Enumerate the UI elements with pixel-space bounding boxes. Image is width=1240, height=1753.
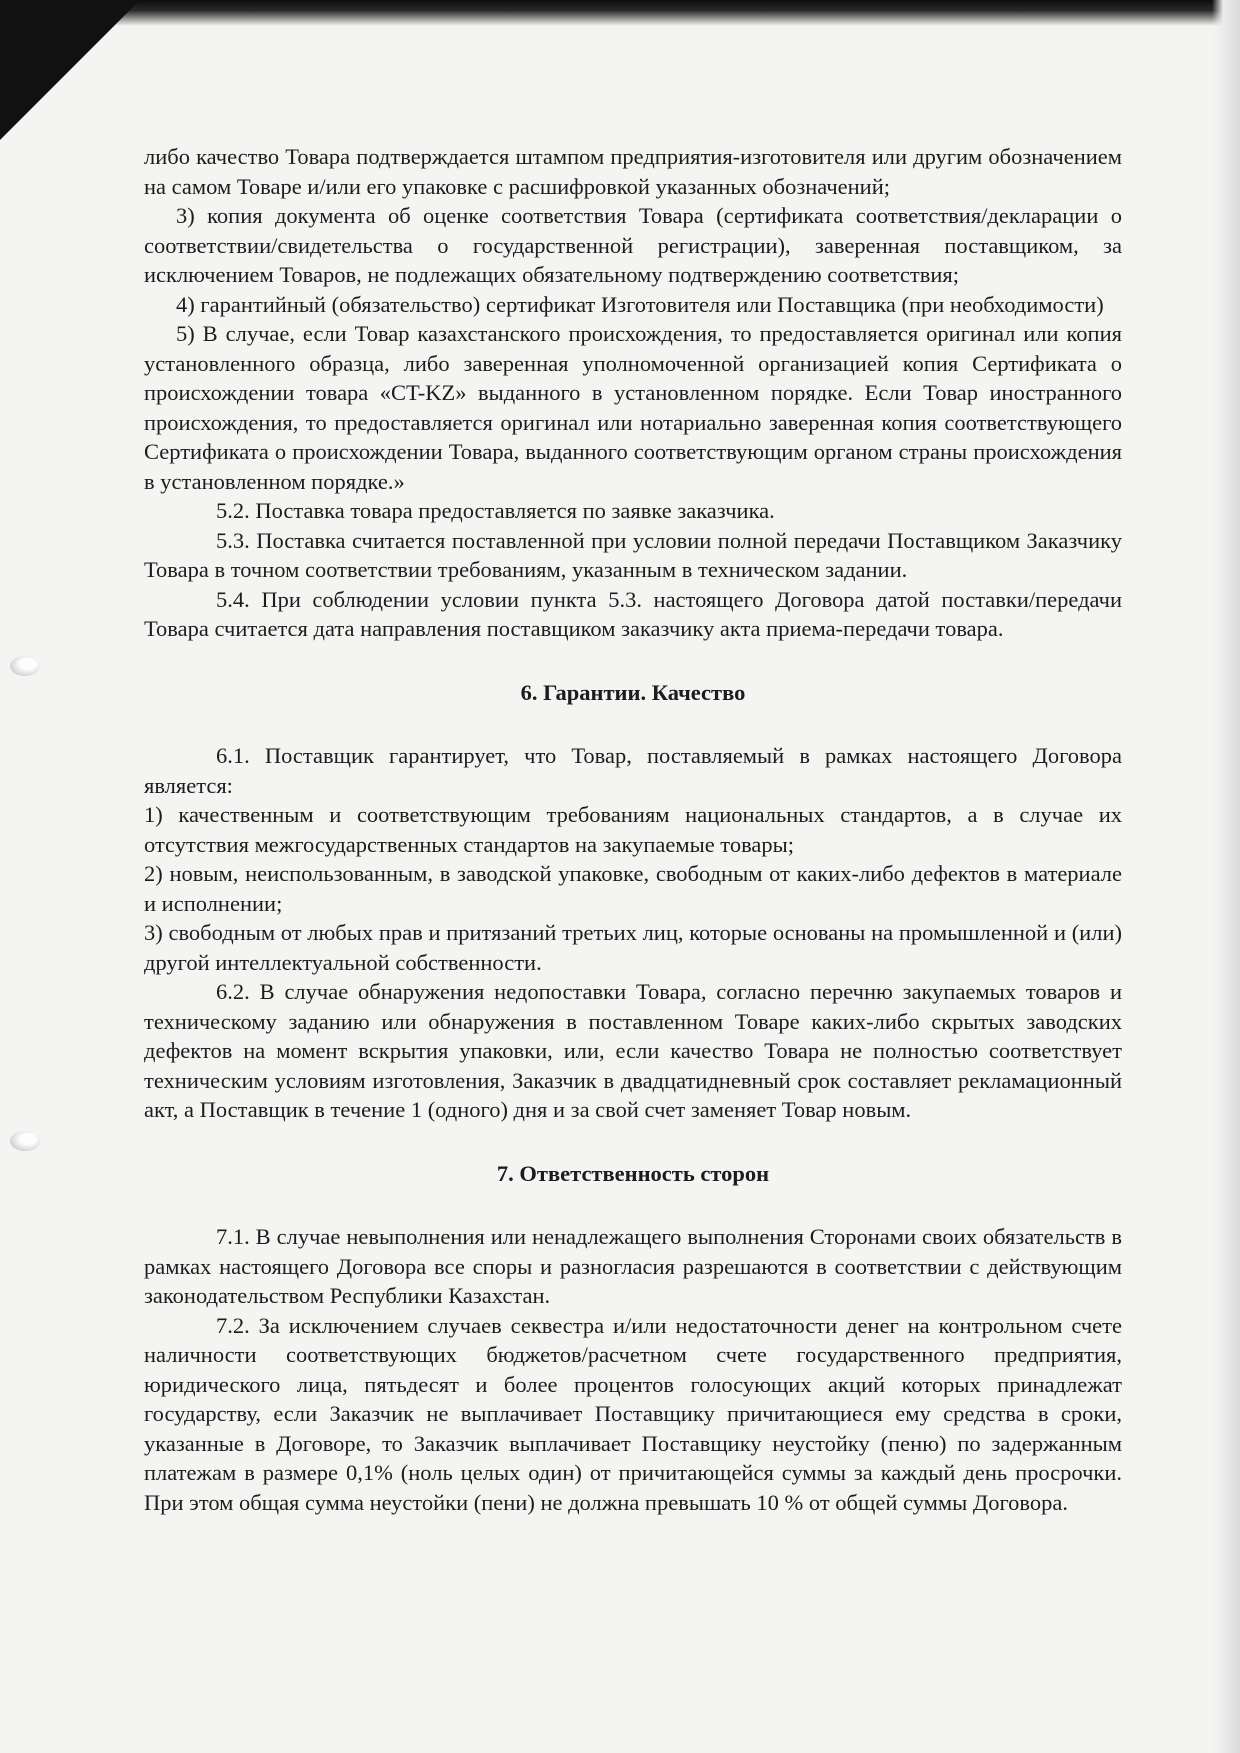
section5-item2-tail: либо качество Товара подтверждается штампом предприятия-изготовителя или другим обозначением на самом Товаре и/или его упаковке с расшифровкой указанных обозначений; [144, 144, 1122, 199]
scan-right-edge [1212, 0, 1240, 1753]
clause-6-2: 6.2. В случае обнаружения недопоставки Товара, согласно перечню закупаемых товаров и техническому заданию или обнаружения в поставленном Товаре каких-либо скрытых заводских дефектов на момент вскрытия упаковки, или, если качество Товара не полностью соответствует техническим условиям изготовления, Заказчик в двадцатидневный срок составляет рекламационный акт, а Поставщик в течение 1 (одного) дня и за свой счет заменяет Товар новым. [144, 979, 1122, 1122]
folded-corner [0, 0, 140, 140]
section7-heading: 7. Ответственность сторон [496, 1160, 770, 1186]
clause-5-4: 5.4. При соблюдении условии пункта 5.3. настоящего Договора датой поставки/передачи Товара считается дата направления поставщиком заказчику акта приема-передачи товара. [144, 586, 1122, 641]
document-page [144, 142, 1122, 1517]
clause-5-3: 5.3. Поставка считается поставленной при условии полной передачи Поставщиком Заказчику Товара в точном соответствии требованиям, указанным в техническом задании. [144, 527, 1122, 582]
clause-5-2: 5.2. Поставка товара предоставляется по заявке заказчика. [216, 498, 775, 523]
section6-item1: 1) качественным и соответствующим требованиям национальных стандартов, а в случае их отсутствия межгосударственных стандартов на закупаемые товары; [144, 802, 1122, 857]
scan-top-edge [0, 0, 1240, 26]
section6-heading: 6. Гарантии. Качество [520, 679, 746, 705]
punch-hole-lower [10, 1131, 40, 1151]
section5-item5: 5) В случае, если Товар казахстанского происхождения, то предоставляется оригинал или копия установленного образца, либо заверенная уполномоченной организацией копия Сертификата о происхождении товара «CT-KZ» выданного в установленном порядке. Если Товар иностранного происхождения, то предоставляется оригинал или нотариально заверенная копия соответствующего Сертификата о происхождении Товара, выданного соответствующим органом страны происхождения в установленном порядке.» [144, 321, 1122, 494]
punch-hole-upper [10, 656, 40, 676]
section6-item3: 3) свободным от любых прав и притязаний третьих лиц, которые основаны на промышленной и (или) другой интеллектуальной собственности. [144, 920, 1122, 975]
clause-6-1: 6.1. Поставщик гарантирует, что Товар, поставляемый в рамках настоящего Договора является: [144, 743, 1122, 798]
section6-item2: 2) новым, неиспользованным, в заводской упаковке, свободным от каких-либо дефектов в материале и исполнении; [144, 861, 1122, 916]
clause-7-1: 7.1. В случае невыполнения или ненадлежащего выполнения Сторонами своих обязательств в рамках настоящего Договора все споры и разногласия разрешаются в соответствии с действующим законодательством Республики Казахстан. [144, 1224, 1122, 1308]
section5-item4: 4) гарантийный (обязательство) сертификат Изготовителя или Поставщика (при необходимости) [176, 291, 1104, 317]
section5-item3: 3) копия документа об оценке соответствия Товара (сертификата соответствия/декларации о соответствии/свидетельства о государственной регистрации), заверенная поставщиком, за исключением Товаров, не подлежащих обязательному подтверждению соответствия; [144, 203, 1122, 287]
clause-7-2: 7.2. За исключением случаев секвестра и/или недостаточности денег на контрольном счете наличности соответствующих бюджетов/расчетном счете государственного предприятия, юридического лица, пятьдесят и более процентов голосующих акций которых принадлежат государству, если Заказчик не выплачивает Поставщику причитающиеся ему средства в сроки, указанные в Договоре, то Заказчик выплачивает Поставщику неустойку (пеню) по задержанным платежам в размере 0,1% (ноль целых один) от причитающейся суммы за каждый день просрочки. При этом общая сумма неустойки (пени) не должна превышать 10 % от общей суммы Договора. [144, 1312, 1122, 1515]
